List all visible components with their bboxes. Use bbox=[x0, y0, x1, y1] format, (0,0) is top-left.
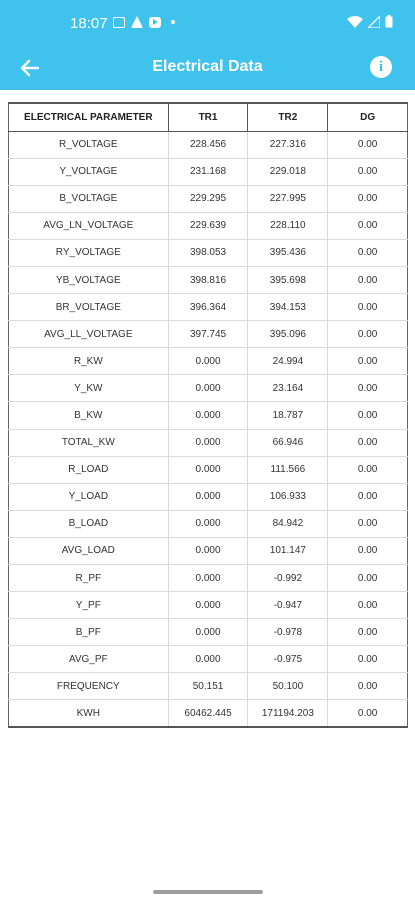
tr1-cell: 0.000 bbox=[168, 375, 248, 402]
table-row bbox=[9, 375, 408, 402]
tr1-cell: 0.000 bbox=[168, 402, 248, 429]
tr1-cell: 60462.445 bbox=[168, 700, 248, 727]
tr1-cell: 228.456 bbox=[168, 131, 248, 158]
tr1-cell: 0.000 bbox=[168, 565, 248, 592]
table-row bbox=[9, 239, 408, 266]
tr2-cell: 50.100 bbox=[248, 673, 328, 700]
tr2-cell: 101.147 bbox=[248, 537, 328, 564]
table-row bbox=[9, 700, 408, 727]
navigation-handle[interactable] bbox=[153, 890, 263, 894]
table-row bbox=[9, 510, 408, 537]
wifi-icon bbox=[347, 15, 363, 33]
youtube-icon bbox=[149, 17, 161, 28]
electrical-data-table bbox=[8, 102, 408, 728]
parameter-cell: B_PF bbox=[9, 619, 169, 646]
dg-cell: 0.00 bbox=[328, 131, 408, 158]
tr1-cell: 0.000 bbox=[168, 537, 248, 564]
table-body bbox=[9, 131, 408, 727]
table-row bbox=[9, 294, 408, 321]
tr2-cell: 171194.203 bbox=[248, 700, 328, 727]
dg-cell: 0.00 bbox=[328, 510, 408, 537]
app-bar bbox=[0, 46, 415, 90]
parameter-cell: AVG_PF bbox=[9, 646, 169, 673]
tr1-cell: 0.000 bbox=[168, 619, 248, 646]
table-header-row bbox=[9, 103, 408, 131]
tr1-cell: 398.816 bbox=[168, 266, 248, 293]
table-row bbox=[9, 402, 408, 429]
tr2-cell: 228.110 bbox=[248, 212, 328, 239]
dg-cell: 0.00 bbox=[328, 619, 408, 646]
table-row bbox=[9, 185, 408, 212]
parameter-cell: TOTAL_KW bbox=[9, 429, 169, 456]
parameter-cell: B_KW bbox=[9, 402, 169, 429]
table-row bbox=[9, 592, 408, 619]
tr1-cell: 0.000 bbox=[168, 456, 248, 483]
table-row bbox=[9, 456, 408, 483]
parameter-cell: R_VOLTAGE bbox=[9, 131, 169, 158]
tr1-cell: 0.000 bbox=[168, 429, 248, 456]
tr2-cell: 227.995 bbox=[248, 185, 328, 212]
tr2-cell: 24.994 bbox=[248, 348, 328, 375]
dg-cell: 0.00 bbox=[328, 294, 408, 321]
table-row bbox=[9, 483, 408, 510]
tr2-cell: 227.316 bbox=[248, 131, 328, 158]
tr1-cell: 229.295 bbox=[168, 185, 248, 212]
table-row bbox=[9, 321, 408, 348]
page-title: Electrical Data bbox=[152, 58, 263, 75]
parameter-cell: R_LOAD bbox=[9, 456, 169, 483]
gallery-icon bbox=[113, 17, 125, 28]
parameter-cell: B_VOLTAGE bbox=[9, 185, 169, 212]
dg-cell: 0.00 bbox=[328, 456, 408, 483]
battery-icon bbox=[385, 15, 393, 33]
status-time: 18:07 bbox=[70, 15, 108, 32]
dg-cell: 0.00 bbox=[328, 239, 408, 266]
tr2-cell: 111.566 bbox=[248, 456, 328, 483]
table-row bbox=[9, 348, 408, 375]
dg-cell: 0.00 bbox=[328, 673, 408, 700]
dg-cell: 0.00 bbox=[328, 429, 408, 456]
table-row bbox=[9, 266, 408, 293]
tr1-cell: 0.000 bbox=[168, 483, 248, 510]
parameter-cell: AVG_LL_VOLTAGE bbox=[9, 321, 169, 348]
info-button[interactable] bbox=[370, 56, 392, 78]
dg-cell: 0.00 bbox=[328, 185, 408, 212]
person-icon bbox=[131, 16, 143, 28]
dg-cell: 0.00 bbox=[328, 646, 408, 673]
dg-cell: 0.00 bbox=[328, 537, 408, 564]
table-row bbox=[9, 131, 408, 158]
tr1-cell: 229.639 bbox=[168, 212, 248, 239]
parameter-cell: Y_LOAD bbox=[9, 483, 169, 510]
header-tr1: TR1 bbox=[168, 103, 248, 131]
info-icon: i bbox=[378, 59, 384, 75]
tr2-cell: 84.942 bbox=[248, 510, 328, 537]
parameter-cell: AVG_LN_VOLTAGE bbox=[9, 212, 169, 239]
parameter-cell: YB_VOLTAGE bbox=[9, 266, 169, 293]
tr2-cell: 229.018 bbox=[248, 158, 328, 185]
tr1-cell: 0.000 bbox=[168, 592, 248, 619]
table-row bbox=[9, 619, 408, 646]
dg-cell: 0.00 bbox=[328, 266, 408, 293]
dg-cell: 0.00 bbox=[328, 375, 408, 402]
parameter-cell: AVG_LOAD bbox=[9, 537, 169, 564]
tr1-cell: 398.053 bbox=[168, 239, 248, 266]
parameter-cell: Y_PF bbox=[9, 592, 169, 619]
dg-cell: 0.00 bbox=[328, 402, 408, 429]
tr1-cell: 0.000 bbox=[168, 348, 248, 375]
dot-icon bbox=[171, 20, 175, 24]
tr1-cell: 231.168 bbox=[168, 158, 248, 185]
tr2-cell: 395.096 bbox=[248, 321, 328, 348]
dg-cell: 0.00 bbox=[328, 483, 408, 510]
dg-cell: 0.00 bbox=[328, 565, 408, 592]
tr1-cell: 50.151 bbox=[168, 673, 248, 700]
dg-cell: 0.00 bbox=[328, 700, 408, 727]
parameter-cell: RY_VOLTAGE bbox=[9, 239, 169, 266]
tr2-cell: 18.787 bbox=[248, 402, 328, 429]
table-row bbox=[9, 565, 408, 592]
dg-cell: 0.00 bbox=[328, 592, 408, 619]
tr1-cell: 0.000 bbox=[168, 646, 248, 673]
table-row bbox=[9, 429, 408, 456]
tr2-cell: 395.436 bbox=[248, 239, 328, 266]
tr2-cell: -0.978 bbox=[248, 619, 328, 646]
tr1-cell: 0.000 bbox=[168, 510, 248, 537]
tr2-cell: 394.153 bbox=[248, 294, 328, 321]
dg-cell: 0.00 bbox=[328, 321, 408, 348]
tr2-cell: 106.933 bbox=[248, 483, 328, 510]
tr2-cell: -0.992 bbox=[248, 565, 328, 592]
table-row bbox=[9, 646, 408, 673]
tr2-cell: 395.698 bbox=[248, 266, 328, 293]
parameter-cell: KWH bbox=[9, 700, 169, 727]
electrical-data-table-container bbox=[8, 102, 408, 728]
table-row bbox=[9, 673, 408, 700]
tr2-cell: -0.975 bbox=[248, 646, 328, 673]
tr2-cell: -0.947 bbox=[248, 592, 328, 619]
tr2-cell: 23.164 bbox=[248, 375, 328, 402]
tr2-cell: 66.946 bbox=[248, 429, 328, 456]
status-icons-left bbox=[113, 16, 175, 28]
parameter-cell: R_PF bbox=[9, 565, 169, 592]
parameter-cell: Y_VOLTAGE bbox=[9, 158, 169, 185]
parameter-cell: B_LOAD bbox=[9, 510, 169, 537]
dg-cell: 0.00 bbox=[328, 212, 408, 239]
table-row bbox=[9, 212, 408, 239]
signal-icon bbox=[368, 15, 380, 33]
header-parameter: ELECTRICAL PARAMETER bbox=[9, 103, 169, 131]
table-row bbox=[9, 158, 408, 185]
table-row bbox=[9, 537, 408, 564]
parameter-cell: FREQUENCY bbox=[9, 673, 169, 700]
parameter-cell: BR_VOLTAGE bbox=[9, 294, 169, 321]
dg-cell: 0.00 bbox=[328, 158, 408, 185]
header-tr2: TR2 bbox=[248, 103, 328, 131]
tr1-cell: 396.364 bbox=[168, 294, 248, 321]
header-dg: DG bbox=[328, 103, 408, 131]
status-bar bbox=[0, 0, 415, 46]
parameter-cell: Y_KW bbox=[9, 375, 169, 402]
dg-cell: 0.00 bbox=[328, 348, 408, 375]
status-icons-right bbox=[347, 15, 393, 33]
parameter-cell: R_KW bbox=[9, 348, 169, 375]
tr1-cell: 397.745 bbox=[168, 321, 248, 348]
